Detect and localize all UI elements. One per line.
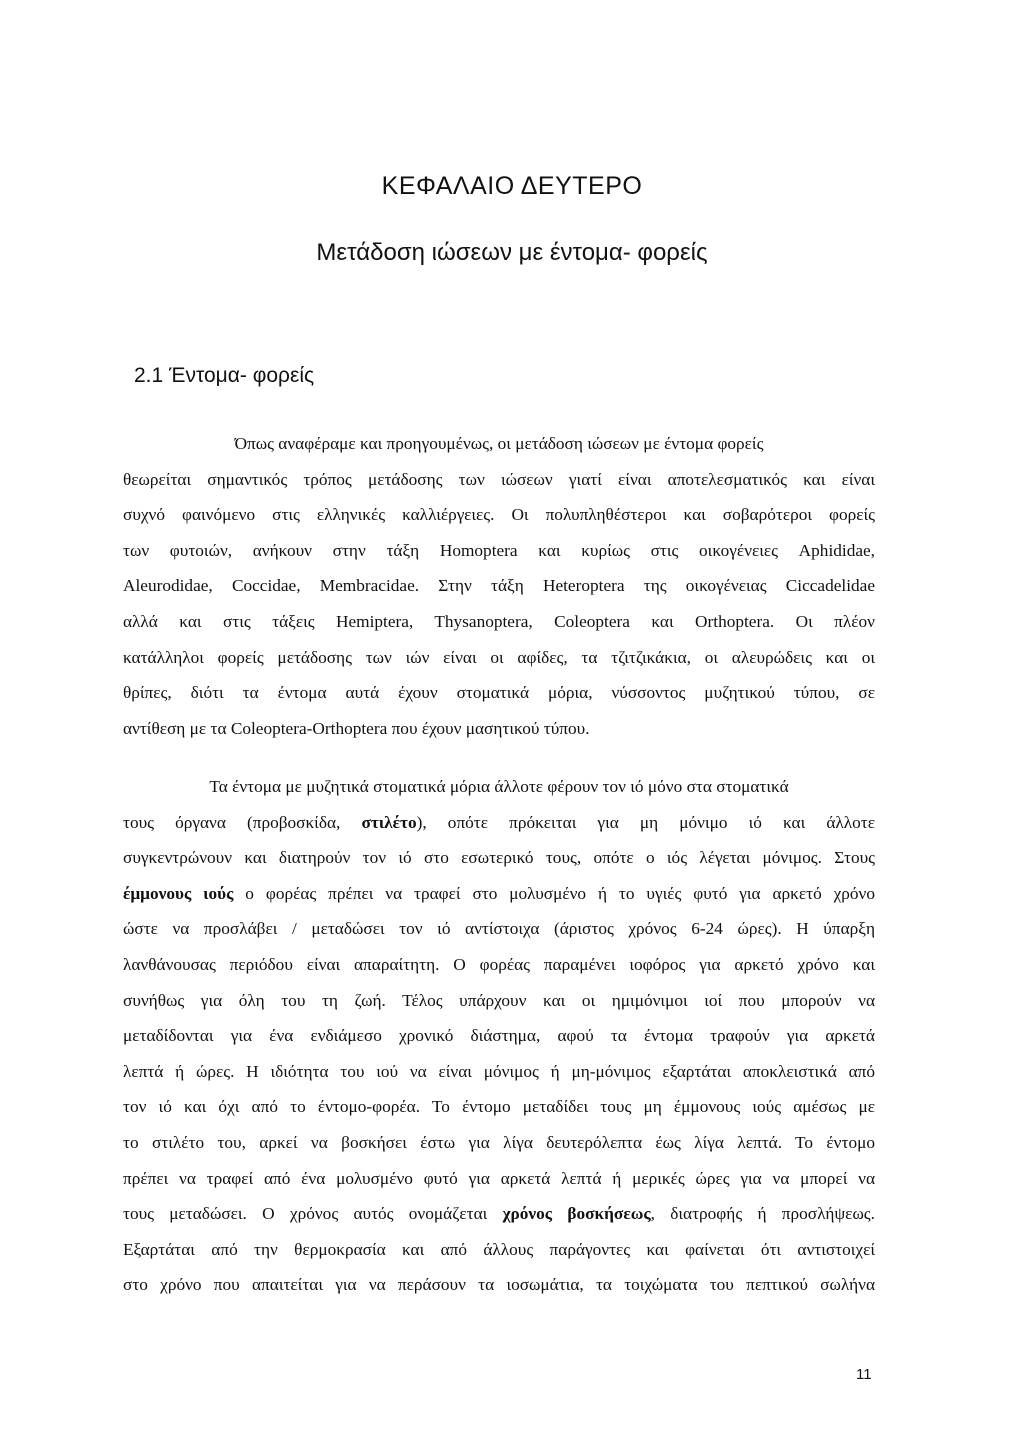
section-heading: 2.1 Έντομα- φορείς: [134, 364, 315, 387]
paragraph-2-line: Εξαρτάται από την θερμοκρασία και από άλλους παράγοντες και φαίνεται ότι αντιστοιχεί: [123, 1239, 875, 1259]
paragraph-1-line: Aleurodidae, Coccidae, Membracidae. Στην τάξη Heteroptera της οικογένειας Ciccadelidae: [123, 576, 875, 596]
paragraph-1-line: των φυτοιών, ανήκουν στην τάξη Homoptera και κυρίως στις οικογένειες Aphididae,: [123, 540, 875, 560]
paragraph-2: [123, 769, 875, 1303]
paragraph-2-line: μεταδίδονται για ένα ενδιάμεσο χρονικό διάστημα, αφού τα έντομα τραφούν για αρκετά: [123, 1026, 875, 1046]
paragraph-2-line: Τα έντομα με μυζητικά στοματικά μόρια άλλοτε φέρουν τον ιό μόνο στα στοματικά: [209, 777, 789, 796]
paragraph-1-line: αλλά και στις τάξεις Hemiptera, Thysanoptera, Coleoptera και Orthoptera. Οι πλέον: [123, 611, 875, 631]
paragraph-1-line: συχνό φαινόμενο στις ελληνικές καλλιέργειες. Οι πολυπληθέστεροι και σοβαρότεροι φορείς: [123, 505, 875, 525]
paragraph-2-line: [123, 805, 875, 841]
paragraph-1-line: θρίπες, διότι τα έντομα αυτά έχουν στοματικά μόρια, νύσσοντος μυζητικού τύπου, σε: [123, 683, 875, 703]
paragraph-2-line: συγκεντρώνουν και διατηρούν τον ιό στο εσωτερικό τους, οπότε ο ιός λέγεται μόνιμος. Στους: [123, 848, 875, 868]
paragraph-2-line: πρέπει να τραφεί από ένα μολυσμένο φυτό για αρκετά λεπτά ή μερικές ώρες για να μπορεί να: [123, 1168, 875, 1188]
paragraph-2-line: [123, 1196, 875, 1232]
paragraph-2-line: ώστε να προσλάβει / μεταδώσει τον ιό αντίστοιχα (άριστος χρόνος 6-24 ώρες). Η ύπαρξη: [123, 919, 875, 939]
chapter-subtitle: Μετάδοση ιώσεων με έντομα- φορείς: [316, 239, 708, 266]
bold-term-persistent-viruses: έμμονους ιούς: [123, 883, 234, 903]
chapter-title: ΚΕΦΑΛΑΙΟ ΔΕΥΤΕΡΟ: [381, 172, 643, 200]
paragraph-2-line: συνήθως για όλη του τη ζωή. Τέλος υπάρχουν και οι ημιμόνιμοι ιοί που μπορούν να: [123, 990, 875, 1010]
bold-term-stylet: στιλέτο: [361, 812, 417, 832]
paragraph-2-line: στο χρόνο που απαιτείται για να περάσουν τα ιοσωμάτια, τα τοιχώματα του πεπτικού σωλήνα: [123, 1275, 875, 1295]
paragraph-2-line: λεπτά ή ώρες. Η ιδιότητα του ιού να είναι μόνιμος ή μη-μόνιμος εξαρτάται αποκλειστικά από: [123, 1061, 875, 1081]
text-segment: τους μεταδώσει. Ο χρόνος αυτός ονομάζεται: [123, 1204, 503, 1224]
text-segment: τους όργανα (προβοσκίδα,: [123, 812, 362, 832]
paragraph-1: [123, 426, 875, 746]
text-segment: , διατροφής ή προσλήψεως.: [650, 1204, 875, 1224]
paragraph-1-line: κατάλληλοι φορείς μετάδοσης των ιών είναι οι αφίδες, τα τζιτζικάκια, οι αλευρώδεις και οι: [123, 647, 875, 667]
page-number: 11: [856, 1366, 872, 1383]
paragraph-1-line: αντίθεση με τα Coleoptera-Orthoptera που έχουν μασητικού τύπου.: [123, 718, 590, 738]
paragraph-1-line: Όπως αναφέραμε και προηγουμένως, οι μετάδοση ιώσεων με έντομα φορείς: [234, 434, 764, 453]
paragraph-2-line: τον ιό και όχι από το έντομο-φορέα. Το έντομο μεταδίδει τους μη έμμονους ιούς αμέσως με: [123, 1097, 875, 1117]
text-segment: ο φορέας πρέπει να τραφεί στο μολυσμένο ή το υγιές φυτό για αρκετό χρόνο: [233, 883, 875, 903]
bold-term-feeding-time: χρόνος βοσκήσεως: [502, 1204, 651, 1224]
paragraph-2-line: λανθάνουσας περιόδου είναι απαραίτητη. Ο φορέας παραμένει ιοφόρος για αρκετό χρόνο και: [123, 954, 875, 974]
text-segment: ), οπότε πρόκειται για μη μόνιμο ιό και άλλοτε: [416, 812, 875, 832]
paragraph-2-line: το στιλέτο του, αρκεί να βοσκήσει έστω για λίγα δευτερόλεπτα έως λίγα λεπτά. Το έντομο: [123, 1132, 875, 1152]
paragraph-2-line: [123, 876, 875, 912]
paragraph-1-line: θεωρείται σημαντικός τρόπος μετάδοσης των ιώσεων γιατί είναι αποτελεσματικός και είναι: [123, 469, 875, 489]
